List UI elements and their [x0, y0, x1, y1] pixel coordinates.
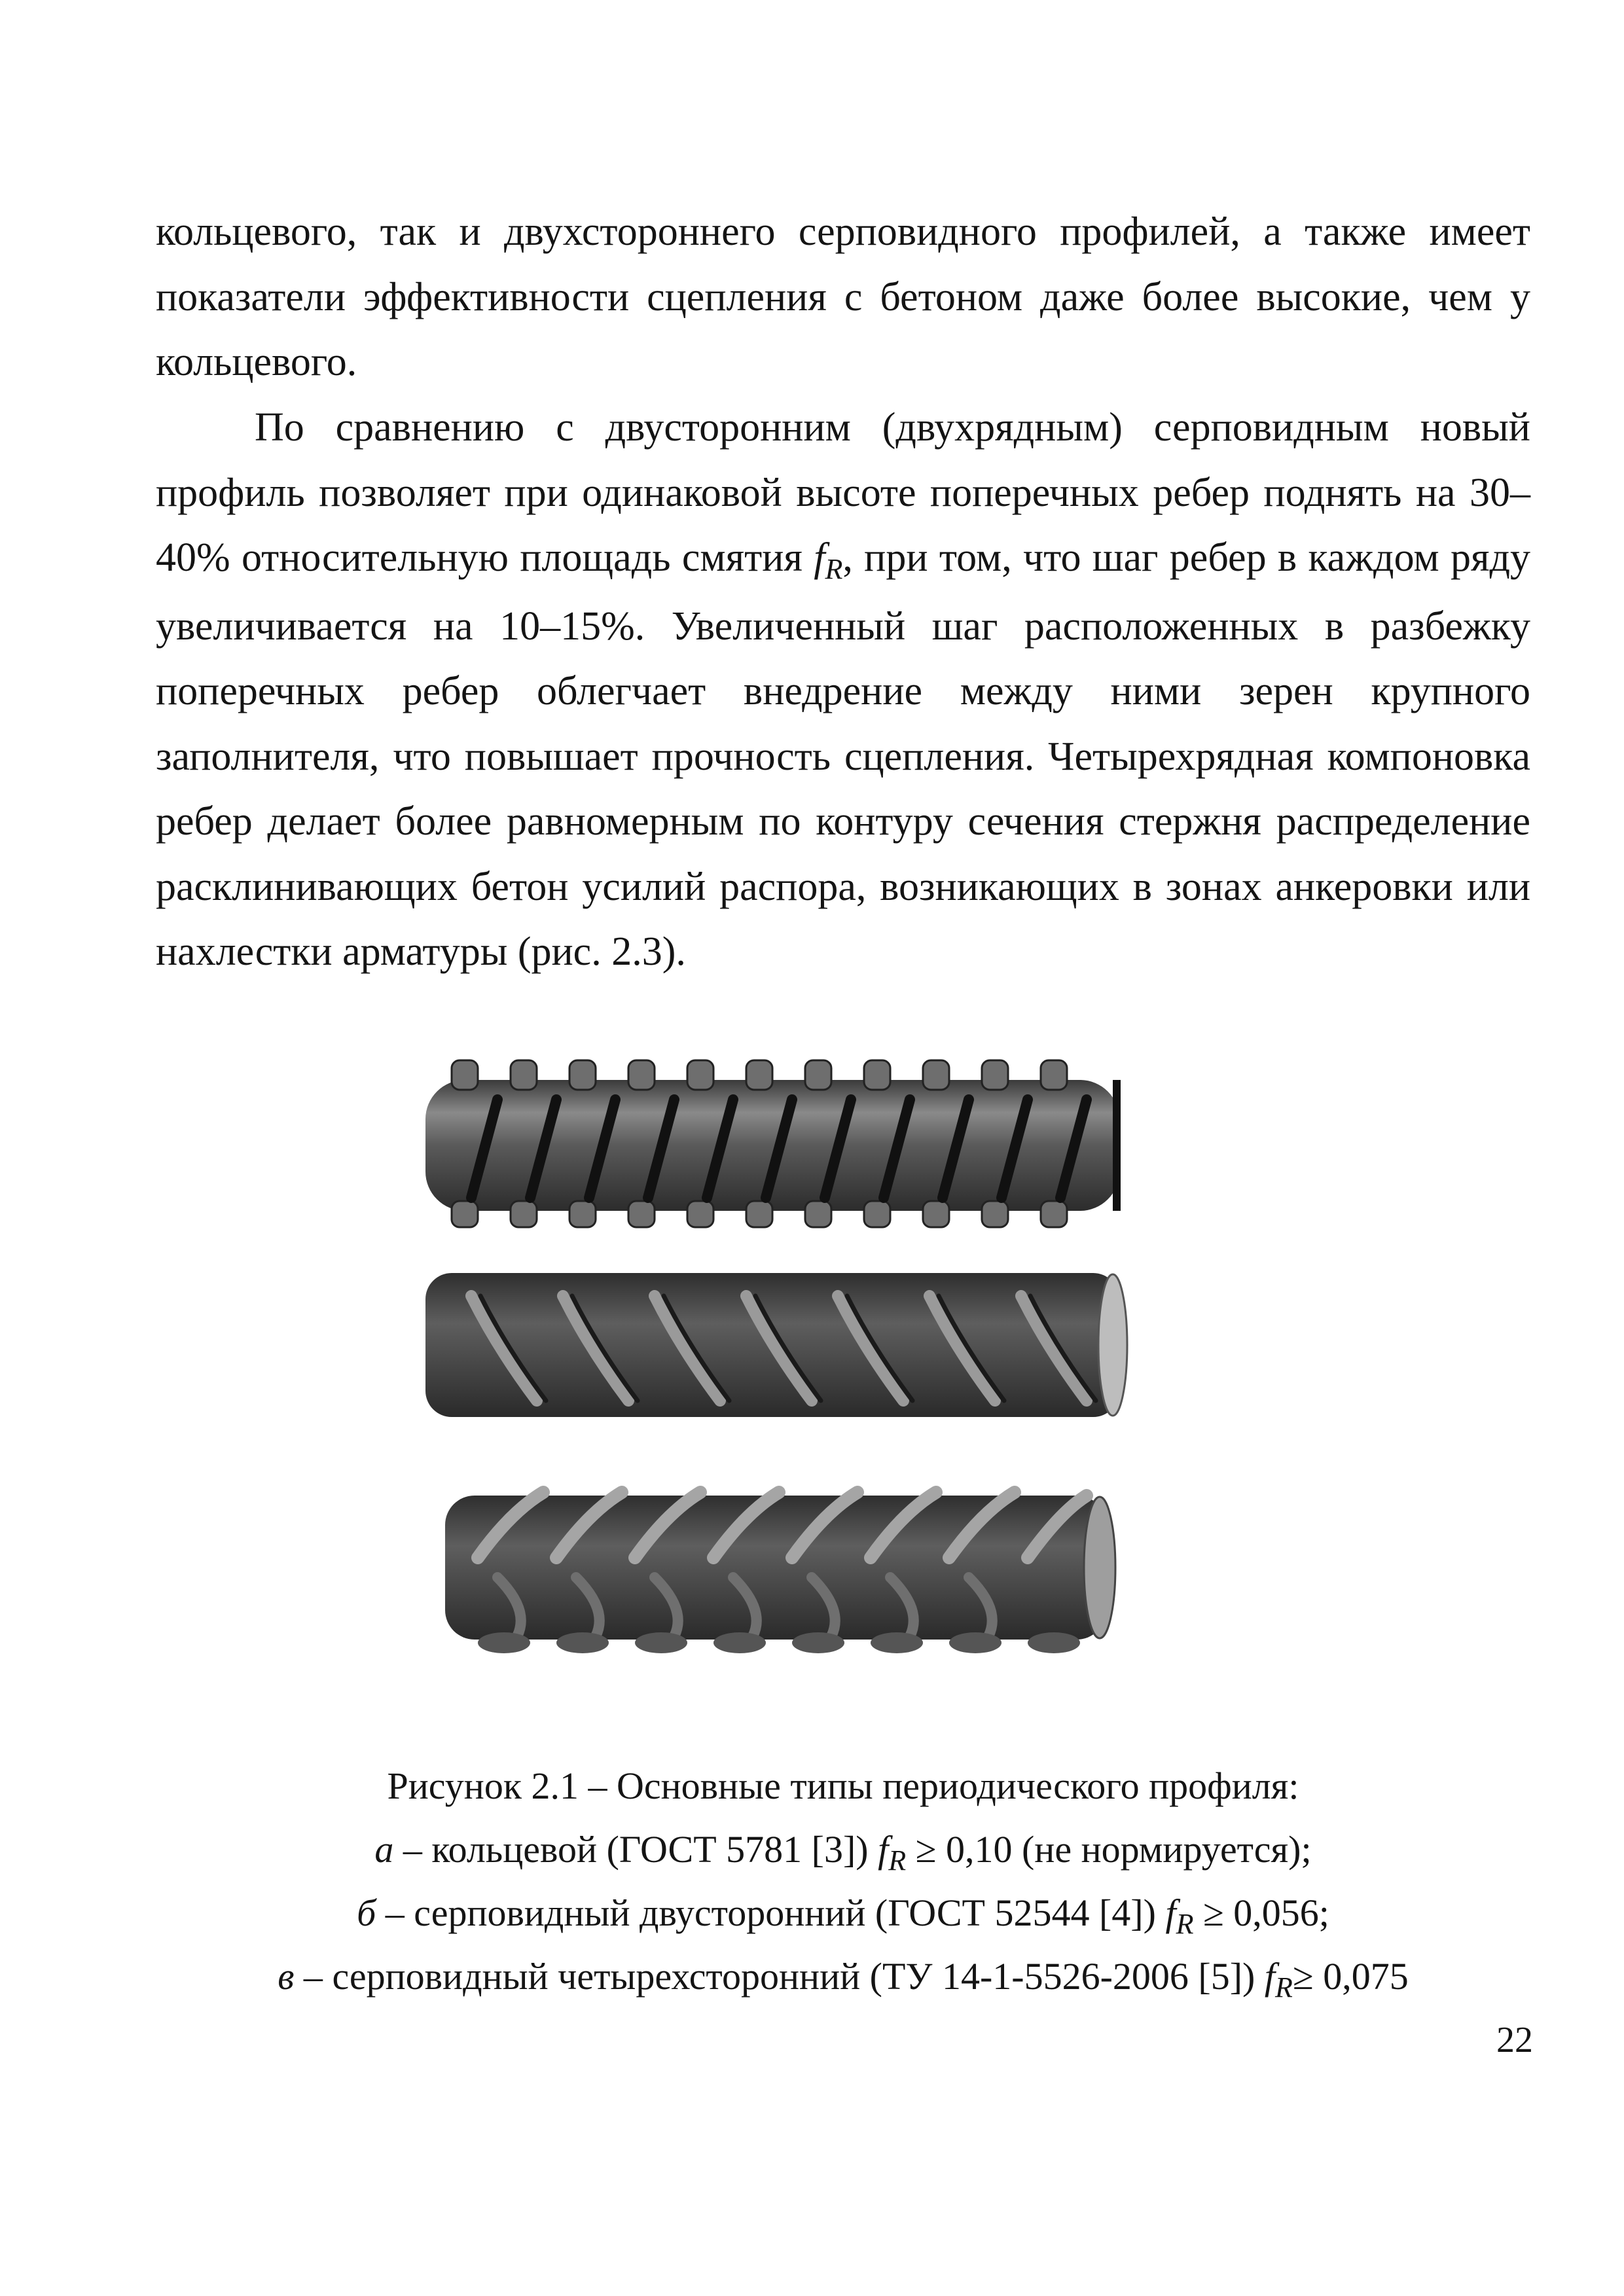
- caption-symbol-sub-a: R: [888, 1844, 907, 1876]
- symbol-subscript: R: [825, 553, 843, 585]
- body-paragraph-1: кольцевого, так и двухстороннего серповидного профилей, а также имеет показатели эффективности сцепления с бетоном даже более высокие, чем у кольцевого.: [156, 209, 1530, 384]
- body-paragraph-2: [156, 395, 1530, 985]
- caption-letter-a: а –: [374, 1828, 422, 1871]
- caption-symbol-f-b: f: [1165, 1892, 1176, 1934]
- paragraph-2-text-start: По сравнению с двусторонним (двухрядным) серповидным новый профиль позволяет при одинаковой высоте поперечных ребер поднять на 30–40% относительную площадь смятия: [156, 405, 1530, 580]
- caption-letter-b: б –: [357, 1892, 405, 1934]
- caption-rest-b: ≥ 0,056;: [1193, 1892, 1329, 1934]
- rebar-profiles-figure: [412, 1034, 1172, 1695]
- caption-text-a: кольцевой (ГОСТ 5781 [3]): [422, 1828, 878, 1871]
- caption-letter-c: в –: [278, 1955, 323, 1998]
- caption-text-c: серповидный четырехсторонний (ТУ 14-1-5526-2006 [5]): [322, 1955, 1265, 1998]
- rebar-ring-profile: [425, 1060, 1121, 1227]
- figure-caption-item-c: [156, 1945, 1530, 2011]
- caption-symbol-sub-c: R: [1275, 1971, 1293, 2003]
- caption-text-b: серповидный двусторонний (ГОСТ 52544 [4]): [404, 1892, 1166, 1934]
- figure-caption-item-b: [156, 1881, 1530, 1948]
- caption-symbol-sub-b: R: [1176, 1908, 1194, 1940]
- symbol-f: f: [814, 535, 825, 580]
- paragraph-2-text-end: , при том, что шаг ребер в каждом ряду увеличивается на 10–15%. Увеличенный шаг расположенных в разбежку поперечных ребер облегчает внедрение между ними зерен крупного заполнителя, что повышает прочность сцепления. Четырехрядная компоновка ребер делает более равномерным по контуру сечения стержня распределение расклинивающих бетон усилий распора, возникающих в зонах анкеровки или нахлестки арматуры (рис. 2.3).: [156, 535, 1531, 974]
- symbol-fr: [814, 535, 843, 585]
- rebar-crescent-two-sided: [425, 1273, 1127, 1417]
- figure-caption-item-a: [156, 1818, 1530, 1884]
- caption-symbol-f-a: f: [878, 1828, 889, 1871]
- caption-rest-c: ≥ 0,075: [1292, 1955, 1409, 1998]
- rebar-crescent-four-sided: [445, 1492, 1115, 1653]
- page-number: 22: [1496, 2020, 1533, 2060]
- figure-caption-title: Рисунок 2.1 – Основные типы периодического профиля:: [387, 1765, 1299, 1807]
- caption-symbol-f-c: f: [1264, 1955, 1275, 1998]
- caption-rest-a: ≥ 0,10 (не нормируется);: [906, 1828, 1312, 1871]
